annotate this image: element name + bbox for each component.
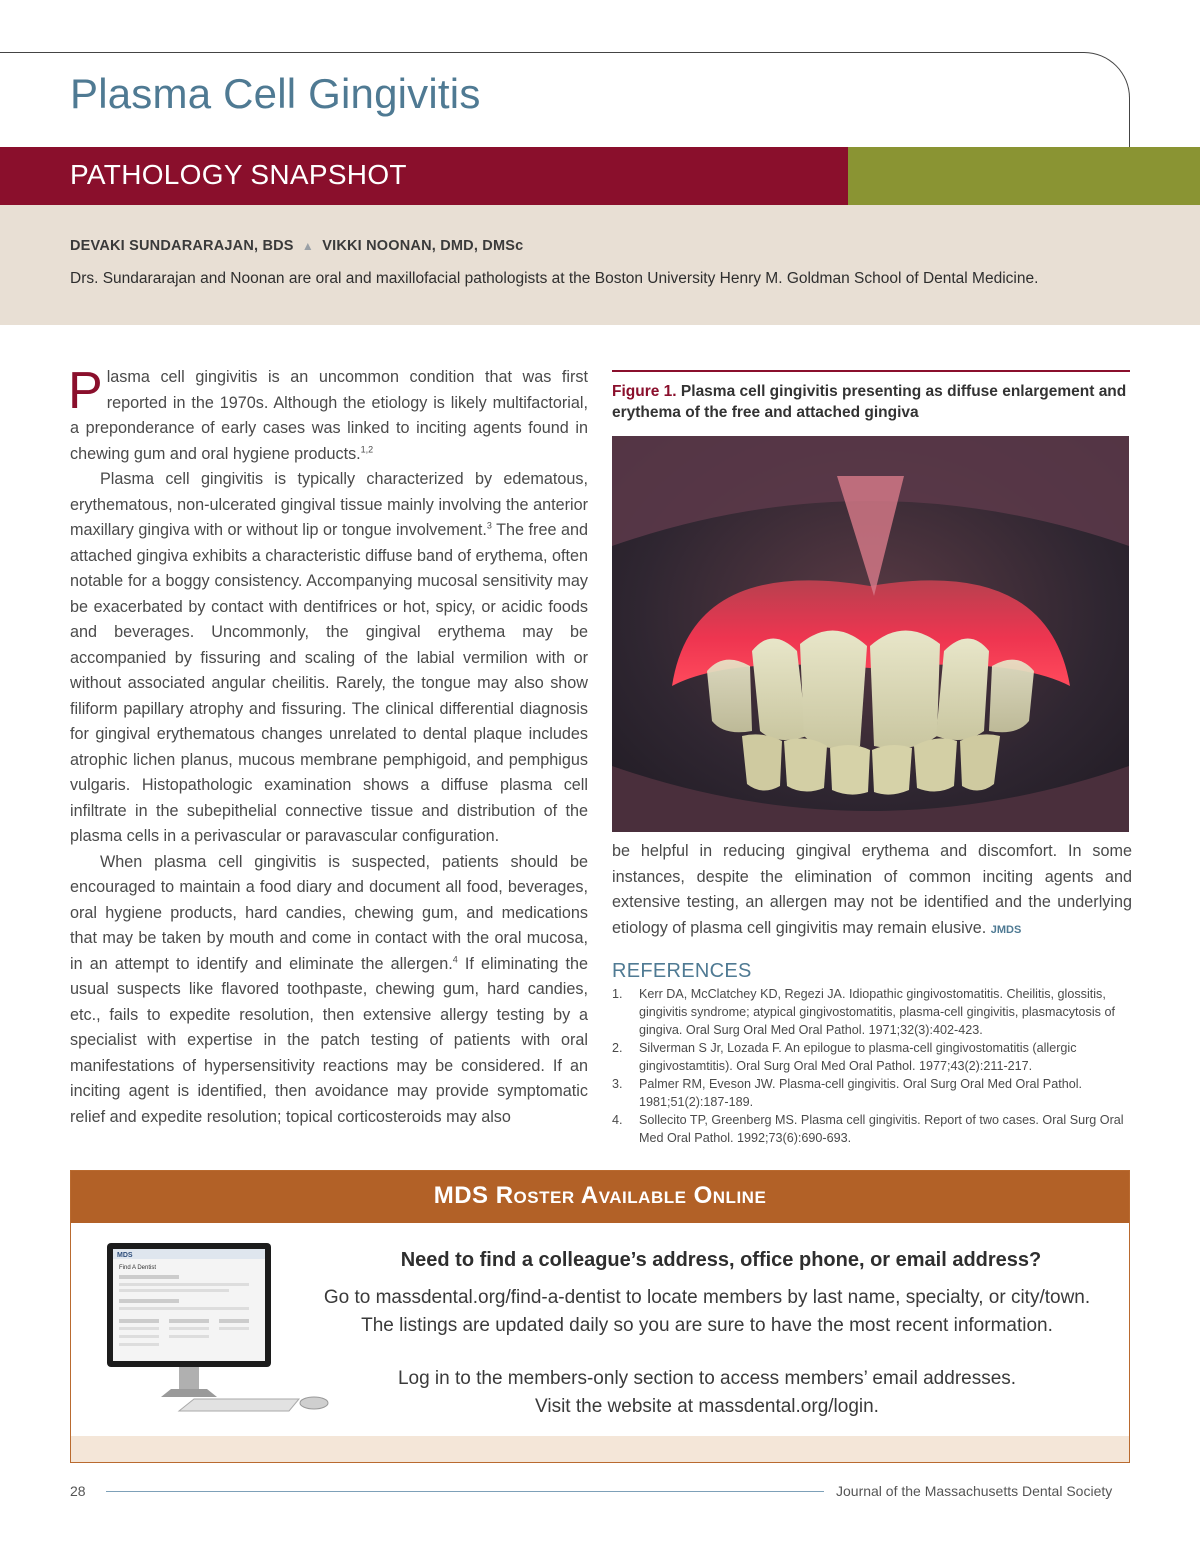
author-1: DEVAKI SUNDARARAJAN, BDS <box>70 238 294 254</box>
body-column-right <box>612 839 1132 943</box>
reference-number: 2. <box>612 1041 623 1055</box>
reference-text: Palmer RM, Eveson JW. Plasma-cell gingivitis. Oral Surg Oral Med Oral Pathol. 1981;51(2):187-189. <box>639 1077 1083 1109</box>
reference-number: 3. <box>612 1077 623 1091</box>
figure-caption-text: Plasma cell gingivitis presenting as diffuse enlargement and erythema of the free and attached gingiva <box>612 383 1127 421</box>
figure-caption <box>612 381 1130 423</box>
computer-monitor-icon <box>99 1239 339 1419</box>
banner-accent <box>848 147 1200 205</box>
paragraph-1-text: lasma cell gingivitis is an uncommon condition that was first reported in the 1970s. Although the etiology is likely multifactorial, a preponderance of early cases was linked to inciting agents found in chewing gum and oral hygiene products. <box>70 368 588 463</box>
reference-item <box>612 1111 1134 1147</box>
promo-header <box>71 1171 1129 1223</box>
promo-question: Need to find a colleague’s address, office phone, or email address? <box>400 1249 1042 1271</box>
citation-1-2: 1,2 <box>360 444 374 455</box>
promo-line-3: Log in to the members-only section to access members’ email addresses. <box>397 1368 1017 1389</box>
reference-text: Silverman S Jr, Lozada F. An epilogue to plasma-cell gingivostomatitis (allergic gingivostamtitis). Oral Surg Oral Med Oral Pathol. 1977;43(2):211-217. <box>639 1041 1077 1073</box>
paragraph-4 <box>612 839 1132 943</box>
article-title: Plasma Cell Gingivitis <box>70 70 481 117</box>
reference-number: 4. <box>612 1113 623 1127</box>
screen-heading: Find A Dentist <box>119 1265 157 1271</box>
paragraph-2 <box>70 467 588 850</box>
section-banner <box>0 147 848 205</box>
citation-3: 3 <box>486 520 492 531</box>
promo-line-1: Go to massdental.org/find-a-dentist to locate members by last name, specialty, or city/town. <box>323 1287 1091 1308</box>
reference-text: Kerr DA, McClatchey KD, Regezi JA. Idiopathic gingivostomatitis. Cheilitis, glossitis, gingivitis syndrome; atypical gingivostomatitis, plasma-cell gingivitis, plasmacytosis of gingiva. Oral Surg Oral Med Oral Pathol. 1971;32(3):402-423. <box>639 987 1115 1037</box>
figure-label: Figure 1. <box>612 383 677 400</box>
references-heading: REFERENCES <box>612 960 752 982</box>
journal-name: Journal of the Massachusetts Dental Society <box>836 1483 1113 1499</box>
paragraph-3-text-a: When plasma cell gingivitis is suspected, patients should be encouraged to maintain a food diary and document all food, beverages, oral hygiene products, hard candies, chewing gum, and medications that may be taken by mouth and come in contact with the oral mucosa, in an attempt to identify and eliminate the allergen. <box>70 852 588 973</box>
footer-rule <box>106 1491 824 1492</box>
paragraph-1 <box>68 362 588 467</box>
drop-cap: P <box>68 362 103 420</box>
reference-item <box>612 985 1134 1039</box>
reference-item <box>612 1075 1134 1111</box>
author-line <box>70 238 523 254</box>
author-band <box>0 205 1200 325</box>
paragraph-2-text-b: The free and attached gingiva exhibits a characteristic diffuse band of erythema, often notable for a boggy consistency. Accompanying mucosal sensitivity may be exacerbated by contact with dentifrices or hot, spicy, or acidic foods and beverages. Uncommonly, the gingival erythema may be accompanied by fissuring and scaling of the labial vermilion with or without associated angular cheilitis. Rarely, the tongue may also show filiform papillary atrophy and fissuring. The clinical differential diagnosis for gingival erythematous changes unrelated to dental plaque includes atrophic lichen planus, mucous membrane pemphigoid, and pemphigus vulgaris. Histopathologic examination shows a diffuse plasma cell infiltrate in the subepithelial connective tissue and distribution of the plasma cells in a perivascular or paravascular configuration. <box>70 521 589 845</box>
paragraph-3 <box>70 850 588 1131</box>
figure-photo <box>612 436 1129 832</box>
author-2: VIKKI NOONAN, DMD, DMSc <box>322 238 524 254</box>
author-affiliation: Drs. Sundararajan and Noonan are oral and maxillofacial pathologists at the Boston University Henry M. Goldman School of Dental Medicine. <box>70 270 1039 287</box>
promo-title: MDS Roster Available Online <box>433 1182 767 1209</box>
promo-line-4: Visit the website at massdental.org/login. <box>535 1396 879 1417</box>
citation-4: 4 <box>452 954 458 965</box>
body-column-left <box>68 362 589 1130</box>
reference-number: 1. <box>612 987 623 1001</box>
paragraph-3-text-b: If eliminating the usual suspects like flavored toothpaste, chewing gum, hard candies, etc., fails to expedite resolution, then extensive allergy testing by a specialist with expertise in the patch testing of patients with oral manifestations of hypersensitivity reactions may be considered. If an inciting agent is identified, then avoidance may provide symptomatic relief and expedite resolution; topical corticosteroids may also <box>70 954 588 1126</box>
figure-rule <box>612 370 1130 372</box>
triangle-separator-icon: ▲ <box>301 239 314 253</box>
end-mark: JMDS <box>990 923 1022 936</box>
reference-list <box>612 985 1134 1147</box>
gingiva-photo-illustration <box>612 436 1129 832</box>
reference-text: Sollecito TP, Greenberg MS. Plasma cell gingivitis. Report of two cases. Oral Surg Oral Med Oral Pathol. 1992;73(6):690-693. <box>639 1113 1124 1145</box>
promo-footer-band <box>71 1436 1129 1462</box>
reference-item <box>612 1039 1134 1075</box>
roster-promo-box <box>70 1170 1130 1463</box>
screen-logo: MDS <box>117 1252 133 1259</box>
paragraph-2-text-a: Plasma cell gingivitis is typically characterized by edematous, erythematous, non-ulcerated gingival tissue mainly involving the anterior maxillary gingiva with or without lip or tongue involvement. <box>70 470 588 539</box>
section-label: PATHOLOGY SNAPSHOT <box>70 159 407 190</box>
page-number: 28 <box>70 1483 86 1499</box>
paragraph-4-text: be helpful in reducing gingival erythema and discomfort. In some instances, despite the elimination of common inciting agents and extensive testing, an allergen may not be identified and the underlying etiology of plasma cell gingivitis may remain elusive. <box>612 842 1132 937</box>
promo-line-2: The listings are updated daily so you are sure to have the most recent information. <box>361 1315 1053 1336</box>
